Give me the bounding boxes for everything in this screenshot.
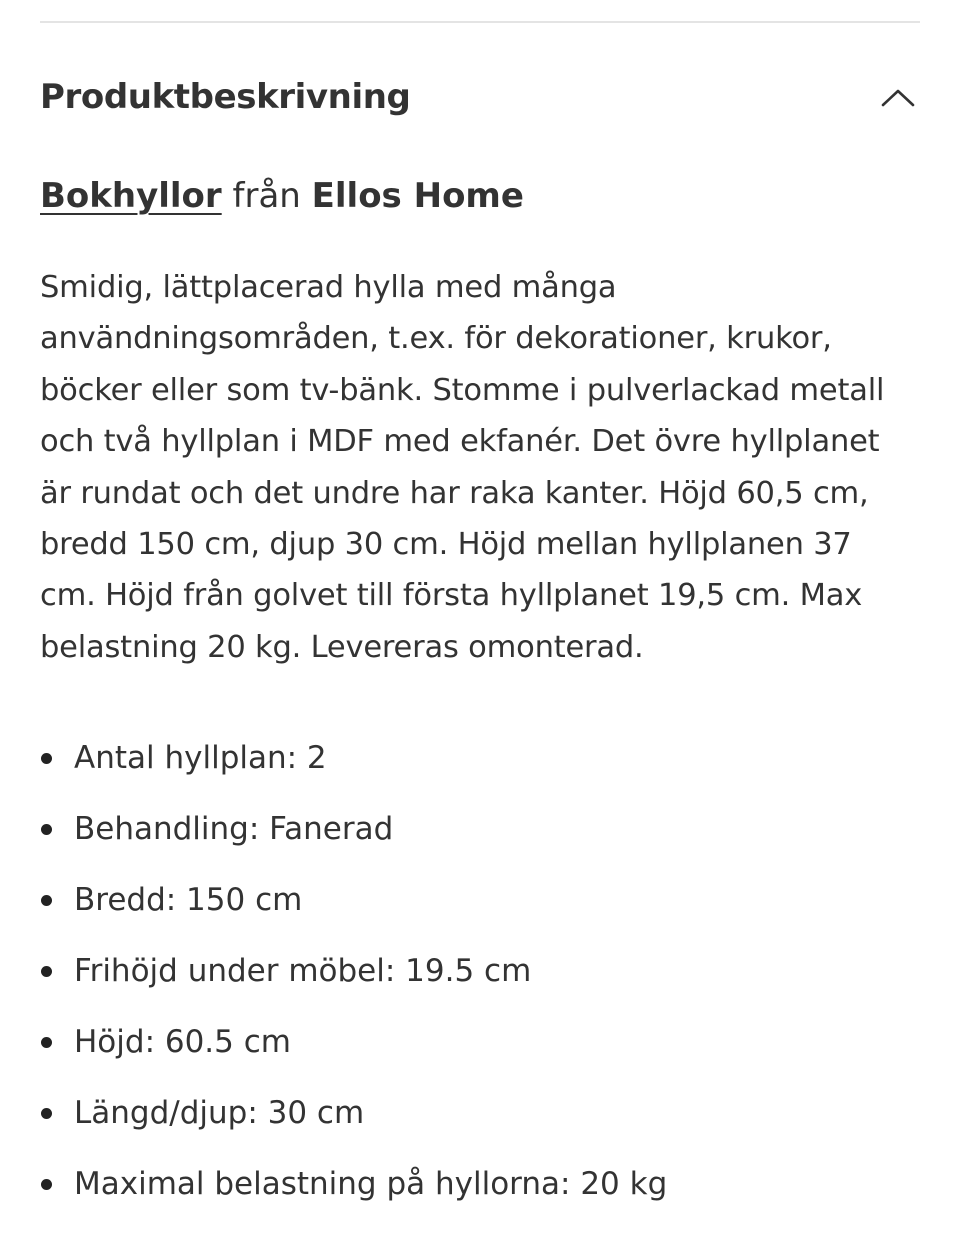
bullet-icon (41, 966, 52, 977)
product-description-text: Smidig, lättplacerad hylla med många användningsområden, t.ex. för dekorationer, krukor, böcker eller som tv-bänk. Stomme i pulverlackad metall och två hyllplan i MDF med ekfanér. Det övre hyllplanet är rundat och det undre har raka kanter. Höjd 60,5 cm, bredd 150 cm, djup 30 cm. Höjd mellan hyllplanen 37 cm. Höjd från golvet till första hyllplanet 19,5 cm. Max belastning 20 kg. Levereras omonterad. (40, 270, 885, 665)
brand-name: Ellos Home (311, 176, 524, 216)
bullet-icon (41, 895, 52, 906)
spec-item (40, 730, 920, 801)
spec-text: Längd/djup: 30 cm (74, 1095, 365, 1131)
specs-list (40, 730, 920, 1227)
spec-item (40, 1014, 920, 1085)
spec-item (40, 1156, 920, 1227)
spec-item (40, 872, 920, 943)
spec-text: Frihöjd under möbel: 19.5 cm (74, 953, 532, 989)
from-text: från (232, 176, 301, 216)
spec-text: Maximal belastning på hyllorna: 20 kg (74, 1166, 668, 1202)
bullet-icon (41, 824, 52, 835)
bullet-icon (41, 1037, 52, 1048)
category-link[interactable]: Bokhyllor (40, 176, 222, 216)
section-title: Produktbeskrivning (40, 77, 411, 117)
bullet-icon (41, 753, 52, 764)
spec-item (40, 801, 920, 872)
section-divider (40, 21, 920, 23)
product-description-accordion-header[interactable] (40, 66, 920, 128)
spec-item (40, 1085, 920, 1156)
spec-text: Höjd: 60.5 cm (74, 1024, 291, 1060)
spec-text: Behandling: Fanerad (74, 811, 394, 847)
chevron-up-icon[interactable] (878, 77, 918, 117)
brand-line (40, 170, 524, 222)
spec-item (40, 943, 920, 1014)
spec-text: Antal hyllplan: 2 (74, 740, 327, 776)
bullet-icon (41, 1108, 52, 1119)
spec-text: Bredd: 150 cm (74, 882, 303, 918)
bullet-icon (41, 1179, 52, 1190)
